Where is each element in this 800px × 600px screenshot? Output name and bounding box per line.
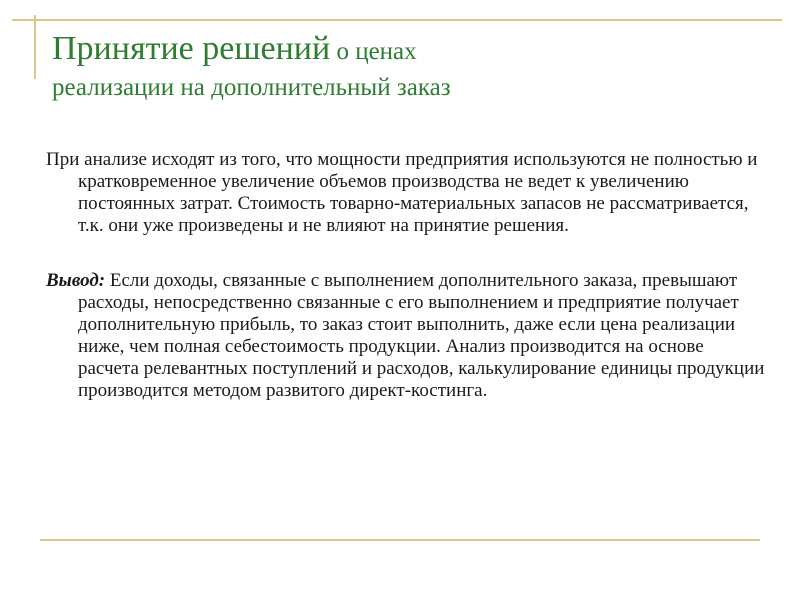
- slide-title-line1: [52, 28, 772, 72]
- analysis-paragraph: При анализе исходят из того, что мощности предприятия используются не полностью и кратковременное увеличение объемов производства не ведет к увеличению постоянных затрат. Стоимость товарно-материальных запасов не рассматривается, т.к. они уже произведены и не влияют на принятие решения.: [46, 149, 758, 236]
- conclusion-paragraph: [46, 270, 766, 402]
- conclusion-text: Если доходы, связанные с выполнением дополнительного заказа, превышают расходы, непосредственно связанные с его выполнением и предприятие получает дополнительную прибыль, то заказ стоит выполнить, даже если цена реализации ниже, чем полная себестоимость продукции. Анализ производится на основе расчета релевантных поступлений и расходов, калькулирование единицы продукции производится методом развитого директ-костинга.: [78, 270, 765, 401]
- conclusion-label: Вывод:: [46, 270, 106, 291]
- left-accent-divider: [34, 15, 36, 79]
- slide-title-line2: реализации на дополнительный заказ: [52, 74, 451, 101]
- slide-title: [52, 28, 772, 103]
- slide-title-main: Принятие решений: [52, 30, 331, 67]
- slide-title-sub: о ценах: [330, 38, 417, 65]
- bottom-divider: [40, 539, 760, 541]
- slide-body: [46, 149, 766, 402]
- top-divider: [12, 19, 782, 21]
